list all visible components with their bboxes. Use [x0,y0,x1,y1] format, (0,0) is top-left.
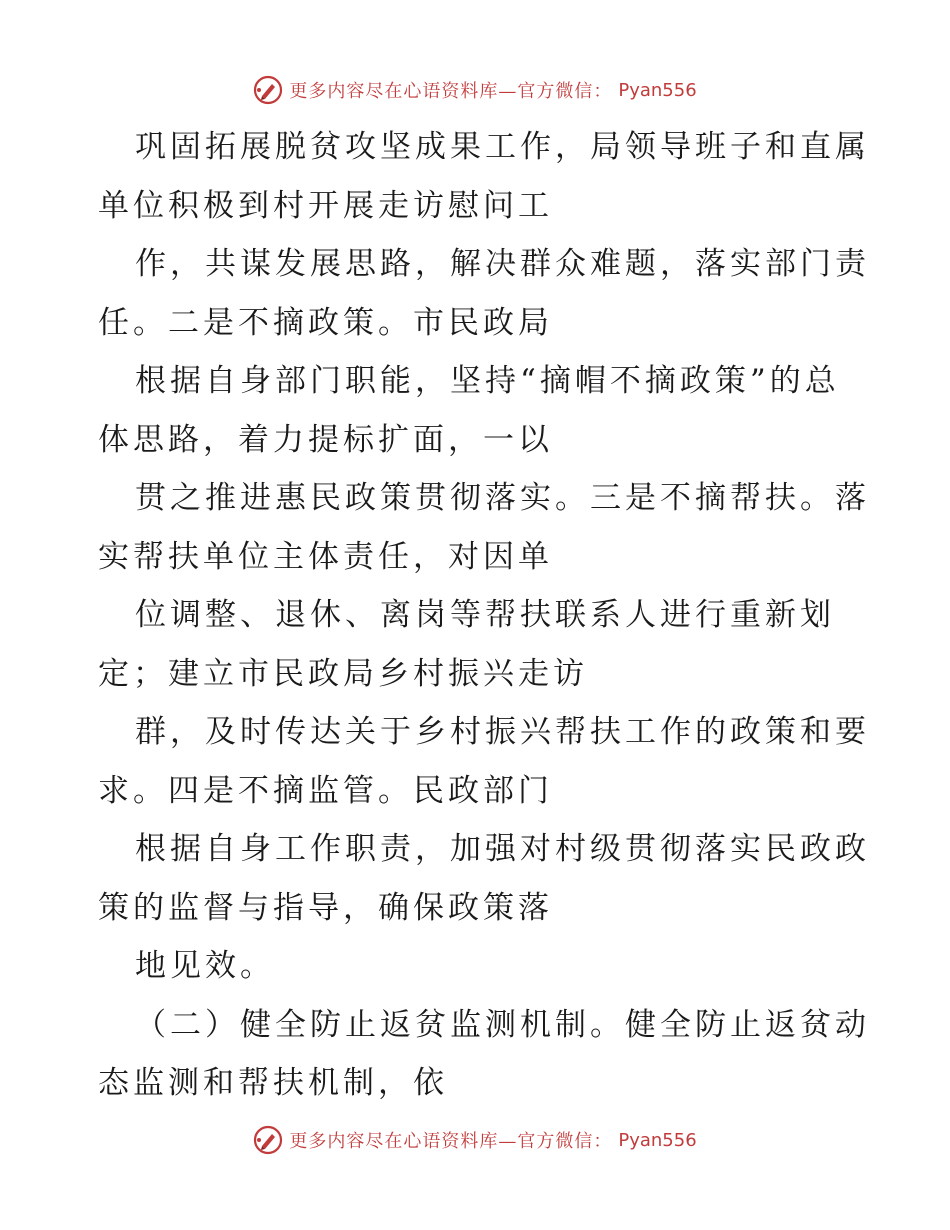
pen-logo-icon [253,1125,283,1155]
text-line: 地见效。 [135,948,275,984]
watermark-handle: Pyan556 [618,79,697,101]
text-line: 策的监督与指导，确保政策落 [98,889,553,926]
text-line: 巩固拓展脱贫攻坚成果工作，局领导班子和直属 [135,129,870,165]
text-line: 态监测和帮扶机制，依 [98,1065,448,1101]
watermark-text: 更多内容尽在心语资料库—官方微信： [289,81,613,102]
header-watermark [0,72,950,108]
text-line: 位调整、退休、离岗等帮扶联系人进行重新划 [135,597,835,633]
text-line: 实帮扶单位主体责任，对因单 [98,538,553,575]
pen-logo-icon [253,75,283,105]
footer-watermark [0,1122,950,1158]
text-line: （二）健全防止返贫监测机制。健全防止返贫动 [135,1006,870,1043]
text-line: 体思路，着力提标扩面，一以 [98,421,553,458]
text-line: 定；建立市民政局乡村振兴走访 [98,655,588,692]
document-body [98,118,870,1113]
text-line: 根据自身工作职责，加强对村级贯彻落实民政政 [135,831,870,867]
text-line: 任。二是不摘政策。市民政局 [98,304,553,341]
text-line: 群，及时传达关于乡村振兴帮扶工作的政策和要 [135,714,870,750]
text-line: 单位积极到村开展走访慰问工 [98,187,553,224]
watermark-handle: Pyan556 [618,1129,697,1151]
text-line: 作，共谋发展思路，解决群众难题，落实部门责 [135,246,870,282]
text-line: 求。四是不摘监管。民政部门 [98,772,553,809]
text-line: 贯之推进惠民政策贯彻落实。三是不摘帮扶。落 [135,480,870,516]
watermark-text: 更多内容尽在心语资料库—官方微信： [289,1131,613,1152]
text-line: 根据自身部门职能，坚持“摘帽不摘政策”的总 [135,363,840,399]
